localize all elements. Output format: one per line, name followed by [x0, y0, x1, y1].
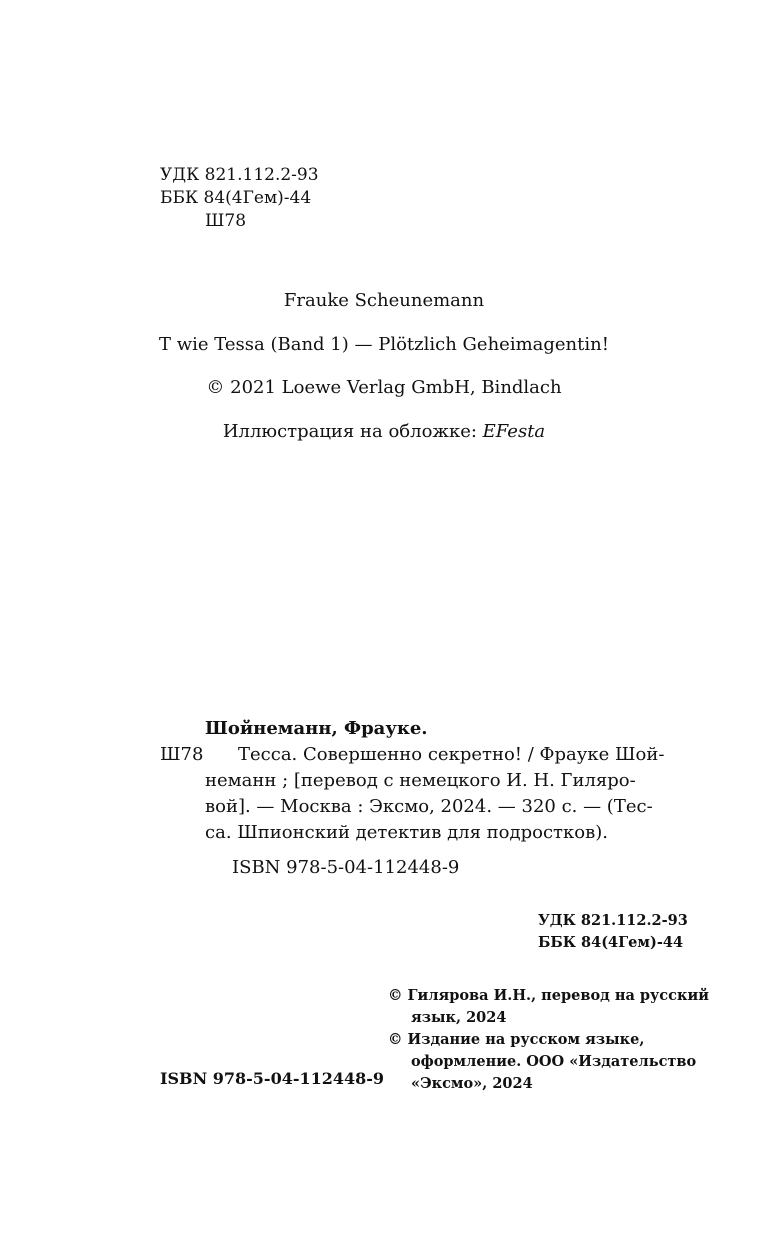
illustration-label: Иллюстрация на обложке: [222, 421, 483, 442]
bottom-udk: УДК 821.112.2-93 [538, 912, 688, 929]
illustration-credit [0, 421, 768, 442]
udk-code: УДК 821.112.2-93 [160, 165, 319, 185]
catalog-isbn: ISBN 978-5-04-112448-9 [232, 857, 460, 878]
catalog-line-3: вой]. — Москва : Эксмо, 2024. — 320 с. — (Тес- [205, 796, 653, 817]
translation-copyright-line-1: © Гилярова И.Н., перевод на русский [388, 987, 709, 1004]
bottom-isbn: ISBN 978-5-04-112448-9 [160, 1069, 385, 1088]
catalog-line-2: неманн ; [перевод с немецкого И. Н. Гиляро- [205, 770, 636, 791]
catalog-heading: Шойнеманн, Фрауке. [205, 718, 428, 739]
edition-copyright-line-1: © Издание на русском языке, [388, 1031, 645, 1048]
original-title: T wie Tessa (Band 1) — Plötzlich Geheimagentin! [159, 334, 609, 355]
author-mark: Ш78 [205, 211, 247, 231]
catalog-author-mark: Ш78 [160, 744, 204, 765]
edition-copyright-line-3: «Эксмо», 2024 [411, 1075, 533, 1092]
bottom-bbk: ББК 84(4Гем)-44 [538, 934, 684, 951]
catalog-line-4: са. Шпионский детектив для подростков). [205, 822, 608, 843]
edition-copyright-line-2: оформление. ООО «Издательство [411, 1053, 697, 1070]
original-author: Frauke Scheunemann [283, 290, 485, 311]
illustration-author: EFesta [482, 421, 546, 442]
catalog-line-1: Тесса. Совершенно секретно! / Фрауке Шой- [238, 744, 665, 765]
original-copyright: © 2021 Loewe Verlag GmbH, Bindlach [206, 377, 562, 398]
bbk-code: ББК 84(4Гем)-44 [160, 188, 312, 208]
translation-copyright-line-2: язык, 2024 [411, 1009, 507, 1026]
